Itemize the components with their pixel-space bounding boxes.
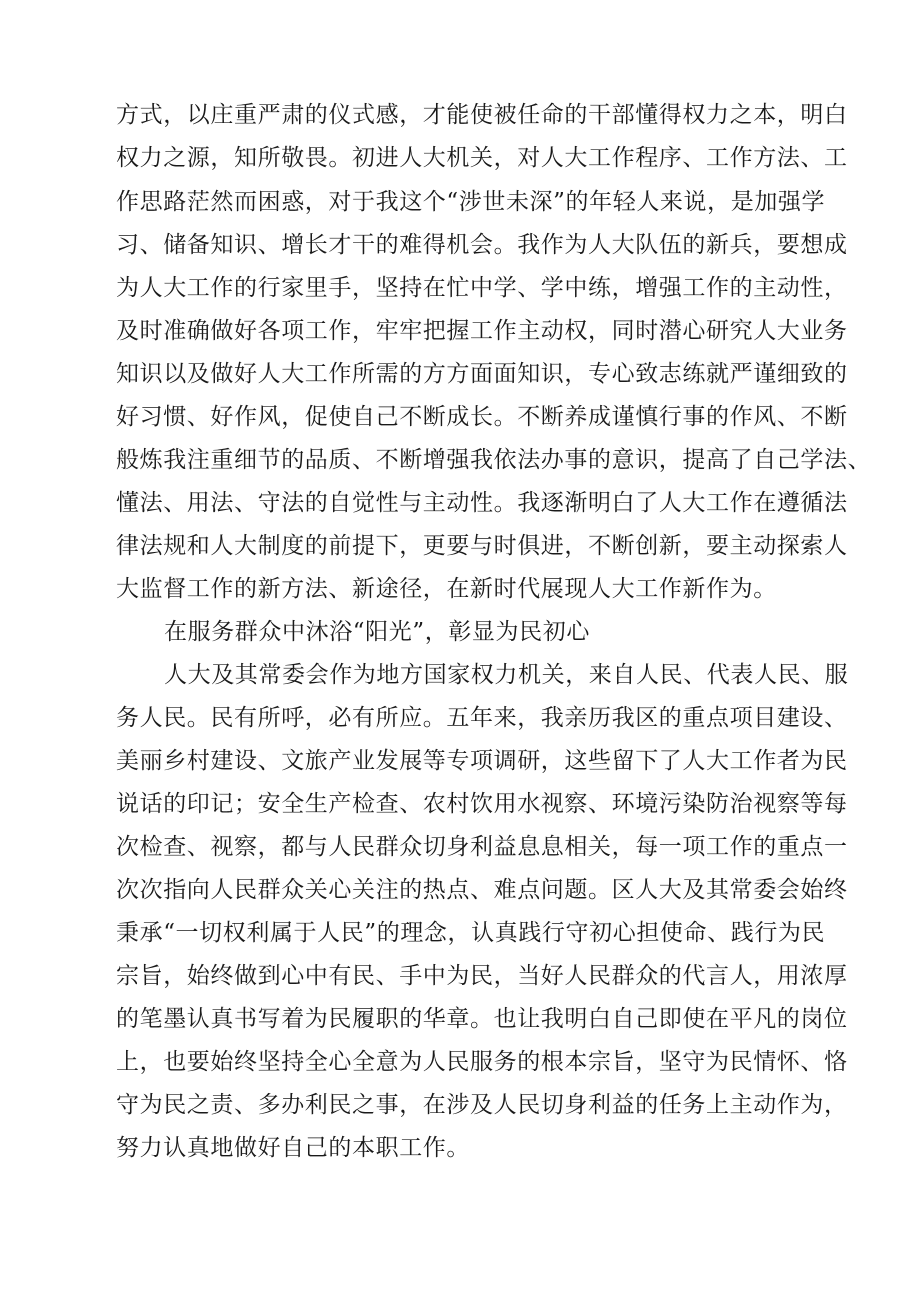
text-line: 上，也要始终坚持全心全意为人民服务的根本宗旨，坚守为民情怀、恪 [116,1049,848,1075]
text-line: 次次指向人民群众关心关注的热点、难点问题。区人大及其常委会始终 [116,877,848,903]
text-line: 好习惯、好作风，促使自己不断成长。不断养成谨慎行事的作风、不断 [116,404,848,430]
text-line: 美丽乡村建设、文旅产业发展等专项调研，这些留下了人大工作者为民 [116,748,848,774]
text-line: 知识以及做好人大工作所需的方方面面知识，专心致志练就严谨细致的 [116,361,848,387]
text-line: 习、储备知识、增长才干的难得机会。我作为人大队伍的新兵，要想成 [116,232,848,258]
text-line: 及时准确做好各项工作，牢牢把握工作主动权，同时潜心研究人大业务 [116,318,848,344]
text-line: 宗旨，始终做到心中有民、手中为民，当好人民群众的代言人，用浓厚 [116,963,848,989]
text-line: 人大及其常委会作为地方国家权力机关，来自人民、代表人民、服 [164,662,849,688]
text-line: 为人大工作的行家里手，坚持在忙中学、学中练，增强工作的主动性， [116,275,848,301]
section-heading: 在服务群众中沐浴“阳光”，彰显为民初心 [164,619,590,645]
text-line: 努力认真地做好自己的本职工作。 [116,1135,470,1161]
text-line: 懂法、用法、守法的自觉性与主动性。我逐渐明白了人大工作在遵循法 [116,490,848,516]
text-line: 般炼我注重细节的品质、不断增强我依法办事的意识，提高了自己学法、 [116,447,872,473]
text-line: 方式，以庄重严肃的仪式感，才能使被任命的干部懂得权力之本，明白 [116,102,848,128]
text-line: 律法规和人大制度的前提下，更要与时俱进，不断创新，要主动探索人 [116,533,848,559]
text-line: 次检查、视察，都与人民群众切身利益息息相关，每一项工作的重点一 [116,834,848,860]
text-line: 大监督工作的新方法、新途径，在新时代展现人大工作新作为。 [116,576,777,602]
text-line: 作思路茫然而困惑，对于我这个“涉世未深”的年轻人来说，是加强学 [116,189,826,215]
text-line: 说话的印记；安全生产检查、农村饮用水视察、环境污染防治视察等每 [116,791,848,817]
text-line: 的笔墨认真书写着为民履职的华章。也让我明白自己即使在平凡的岗位 [116,1006,848,1032]
text-line: 务人民。民有所呼，必有所应。五年来，我亲历我区的重点项目建设、 [116,705,848,731]
text-line: 秉承“一切权利属于人民”的理念，认真践行守初心担使命、践行为民 [116,920,826,946]
text-line: 权力之源，知所敬畏。初进人大机关，对人大工作程序、工作方法、工 [116,145,848,171]
text-line: 守为民之责、多办利民之事，在涉及人民切身利益的任务上主动作为， [116,1092,848,1118]
